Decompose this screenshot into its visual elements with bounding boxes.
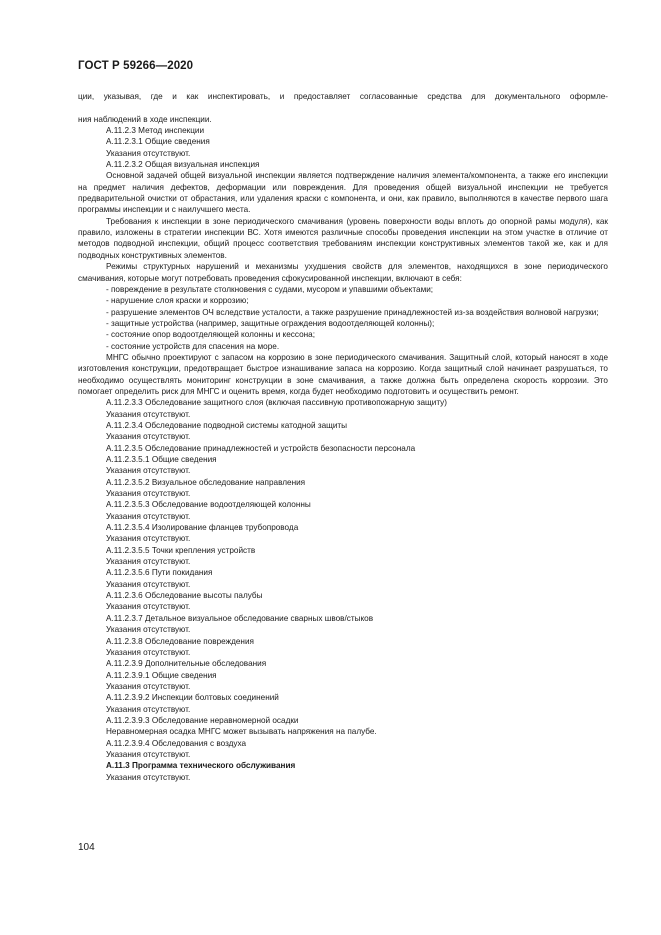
paragraph: Указания отсутствуют. bbox=[106, 772, 191, 782]
paragraph: - нарушение слоя краски и коррозию; bbox=[106, 296, 249, 306]
paragraph: А.11.2.3.5.5 Точки крепления устройств bbox=[106, 545, 256, 555]
paragraph: А.11.2.3.5 Обследование принадлежностей и устройств безопасности персонала bbox=[106, 443, 416, 453]
paragraph: А.11.2.3.8 Обследование повреждения bbox=[106, 636, 254, 646]
paragraph: А.11.2.3.9.3 Обследование неравномерной осадки bbox=[106, 715, 299, 725]
paragraph: А.11.2.3.5.3 Обследование водоотделяющей колонны bbox=[106, 500, 311, 510]
page-number: 104 bbox=[78, 842, 95, 853]
paragraph: - разрушение элементов ОЧ вследствие усталости, а также разрушение принадлежностей из-за воздействия волновой нагрузки; bbox=[106, 307, 599, 317]
paragraph: А.11.2.3.6 Обследование высоты палубы bbox=[106, 591, 263, 601]
paragraph: Указания отсутствуют. bbox=[106, 557, 191, 567]
paragraph: ции, указывая, где и как инспектировать, и предоставляет согласованные средства для документального оформле- bbox=[78, 92, 608, 101]
paragraph: МНГС обычно проектируют с запасом на коррозию в зоне периодического смачивания. Защитный слой, который наносят в ходе изготовления конструкции, предотвращает быстрое изнашивание запаса на коррозию. Когда защитный слой начинает разрушаться, то необходимо осуществлять мониторинг конструкции в зоне смачивания, а также должна быть определена скорость коррозии. Это помогает определить риск для МНГС и оценить время, когда будет необходимо подготовить и осуществить ремонт. bbox=[78, 352, 608, 396]
paragraph: А.11.2.3.9 Дополнительные обследования bbox=[106, 659, 267, 669]
paragraph: Указания отсутствуют. bbox=[106, 681, 191, 691]
paragraph: А.11.2.3.5.2 Визуальное обследование направления bbox=[106, 477, 306, 487]
paragraph: Указания отсутствуют. bbox=[106, 749, 191, 759]
paragraph: Указания отсутствуют. bbox=[106, 534, 191, 544]
paragraph: А.11.2.3.5.4 Изолирование фланцев трубопровода bbox=[106, 523, 299, 533]
paragraph: А.11.2.3.7 Детальное визуальное обследование сварных швов/стыков bbox=[106, 613, 374, 623]
paragraph: А.11.2.3.1 Общие сведения bbox=[106, 137, 210, 147]
paragraph: Требования к инспекции в зоне периодического смачивания (уровень поверхности воды вплоть до опорной рамы модуля), как правило, изложены в стратегии инспекции ВС. Хотя имеются различные способы проведения инспекции на этом участке в отличие от методов подводной инспекции, общий процесс соответствия требованиям инспекции конструктивных элементов такой же, как и для подводных конструктивных элементов. bbox=[78, 216, 608, 260]
paragraph: Режимы структурных нарушений и механизмы ухудшения свойств для элементов, находящихся в зоне периодического смачивания, которые могут потребовать проведения сфокусированной инспекции, включают в себя: bbox=[78, 262, 608, 283]
paragraph: Указания отсутствуют. bbox=[106, 704, 191, 714]
paragraph: - защитные устройства (например, защитные ограждения водоотделяющей колонны); bbox=[106, 318, 435, 328]
paragraph: Указания отсутствуют. bbox=[106, 602, 191, 612]
paragraph: А.11.2.3.5.1 Общие сведения bbox=[106, 455, 217, 464]
paragraph: Указания отсутствуют. bbox=[106, 489, 191, 499]
document-header: ГОСТ Р 59266—2020 bbox=[78, 60, 194, 72]
paragraph: А.11.2.3.9.2 Инспекции болтовых соединений bbox=[106, 693, 279, 703]
paragraph: Указания отсутствуют. bbox=[106, 409, 191, 419]
paragraph: А.11.2.3 Метод инспекции bbox=[106, 126, 205, 136]
paragraph: Неравномерная осадка МНГС может вызывать напряжения на палубе. bbox=[106, 727, 377, 737]
paragraph: А.11.3 Программа технического обслуживания bbox=[106, 761, 296, 771]
paragraph: А.11.2.3.9.4 Обследования с воздуха bbox=[106, 738, 247, 748]
paragraph: - состояние устройств для спасения на море. bbox=[106, 341, 280, 351]
paragraph: А.11.2.3.3 Обследование защитного слоя (включая пассивную противопожарную защиту) bbox=[106, 398, 447, 408]
paragraph: А.11.2.3.4 Обследование подводной системы катодной защиты bbox=[106, 420, 348, 430]
paragraph: Основной задачей общей визуальной инспекции является подтверждение наличия элемента/компонента, а также его инспекции на предмет наличия дефектов, деформации или повреждения. Для проведения общей визуальной инспекции не требуется предварительной очистки от обрастания, или удаления краски с компонента, и они, как правило, выполняются в качестве первого шага программы инспекции и с наилучшего места. bbox=[78, 171, 608, 215]
paragraph: Указания отсутствуют. bbox=[106, 466, 191, 476]
paragraph: Указания отсутствуют. bbox=[106, 647, 191, 657]
document-body bbox=[78, 91, 608, 783]
paragraph: А.11.2.3.5.6 Пути покидания bbox=[106, 568, 213, 578]
paragraph: - состояние опор водоотделяющей колонны и кессона; bbox=[106, 330, 315, 340]
paragraph: ния наблюдений в ходе инспекции. bbox=[78, 114, 212, 124]
paragraph: Указания отсутствуют. bbox=[106, 511, 191, 521]
paragraph: - повреждение в результате столкновения с судами, мусором и упавшими объектами; bbox=[106, 284, 434, 294]
paragraph: Указания отсутствуют. bbox=[106, 148, 191, 158]
paragraph: Указания отсутствуют. bbox=[106, 432, 191, 442]
paragraph: Указания отсутствуют. bbox=[106, 625, 191, 635]
paragraph: А.11.2.3.9.1 Общие сведения bbox=[106, 670, 217, 680]
paragraph: А.11.2.3.2 Общая визуальная инспекция bbox=[106, 160, 260, 170]
paragraph: Указания отсутствуют. bbox=[106, 579, 191, 589]
